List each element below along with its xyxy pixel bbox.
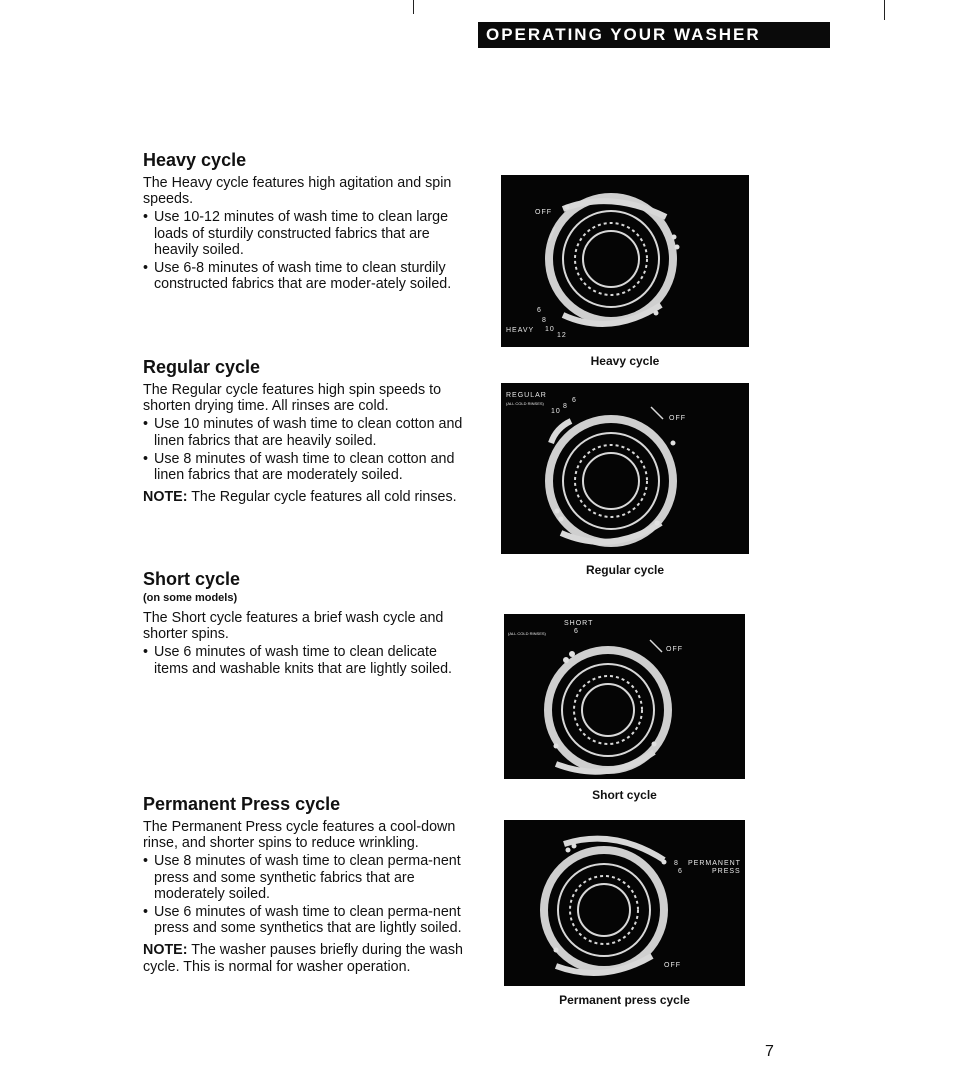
note-label: NOTE: bbox=[143, 489, 188, 506]
dial-label-10: 10 bbox=[551, 408, 561, 415]
heavy-cycle-intro: The Heavy cycle features high agitation and spin speeds. bbox=[143, 175, 452, 208]
perm-press-caption: Permanent press cycle bbox=[559, 993, 690, 1007]
short-cycle-bullets bbox=[143, 644, 463, 676]
list-item: • Use 10-12 minutes of wash time to clean large loads of sturdily constructed fabrics that are heavily soiled. bbox=[143, 209, 463, 258]
short-cycle-section bbox=[143, 569, 463, 677]
page-number: 7 bbox=[765, 1043, 774, 1060]
dial-illustration bbox=[501, 175, 749, 347]
regular-cycle-section bbox=[143, 357, 463, 505]
dial-label-12: 12 bbox=[557, 332, 567, 339]
dial-label-all-cold: (ALL COLD RINSES) bbox=[508, 631, 546, 636]
perm-press-heading: Permanent Press cycle bbox=[143, 794, 341, 814]
dial-label-regular: REGULAR bbox=[506, 392, 547, 399]
note-text: The Regular cycle features all cold rinses. bbox=[187, 489, 457, 506]
list-item: • Use 6 minutes of wash time to clean delicate items and washable knits that are lightly soiled. bbox=[143, 644, 463, 676]
note-text: The washer pauses briefly during the wash cycle. This is normal for washer operation. bbox=[143, 942, 463, 975]
perm-press-dial-photo bbox=[504, 820, 745, 986]
short-cycle-caption: Short cycle bbox=[592, 788, 657, 802]
regular-cycle-caption: Regular cycle bbox=[585, 563, 665, 577]
list-item: • Use 6 minutes of wash time to clean perma-nent press and some synthetics that are lightly soiled. bbox=[143, 904, 463, 936]
dial-illustration bbox=[504, 614, 745, 779]
short-cycle-dial-photo bbox=[504, 614, 745, 779]
list-item: • Use 6-8 minutes of wash time to clean sturdily constructed fabrics that are moder-ately soiled. bbox=[143, 260, 463, 292]
regular-cycle-dial-photo bbox=[501, 383, 749, 554]
perm-press-note bbox=[143, 942, 463, 974]
regular-cycle-note bbox=[143, 489, 463, 505]
heavy-cycle-bullets bbox=[143, 209, 463, 292]
dial-label-press: PRESS bbox=[712, 868, 741, 875]
dial-label-heavy: HEAVY bbox=[506, 327, 535, 334]
crop-mark bbox=[413, 0, 414, 14]
short-cycle-heading: Short cycle bbox=[143, 569, 241, 589]
list-item: • Use 8 minutes of wash time to clean perma-nent press and some synthetic fabrics that are moderately soiled. bbox=[143, 853, 463, 902]
dial-label-8: 8 bbox=[674, 860, 679, 867]
dial-label-6: 6 bbox=[574, 628, 579, 635]
crop-mark bbox=[884, 0, 885, 20]
dial-illustration bbox=[501, 383, 749, 554]
heavy-cycle-dial-photo bbox=[501, 175, 749, 347]
dial-label-8: 8 bbox=[563, 403, 568, 410]
regular-cycle-heading: Regular cycle bbox=[143, 357, 261, 377]
dial-label-10: 10 bbox=[545, 326, 555, 333]
dial-label-short: SHORT bbox=[564, 620, 594, 627]
dial-label-6: 6 bbox=[678, 868, 683, 875]
dial-label-permanent: PERMANENT bbox=[688, 860, 741, 867]
perm-press-section bbox=[143, 794, 463, 975]
perm-press-intro: The Permanent Press cycle features a cool-down rinse, and shorter spins to reduce wrinkling. bbox=[143, 819, 456, 852]
dial-label-off: OFF bbox=[535, 209, 552, 216]
regular-cycle-intro: The Regular cycle features high spin speeds to shorten drying time. All rinses are cold. bbox=[143, 382, 442, 415]
list-item: • Use 8 minutes of wash time to clean cotton and linen fabrics that are moderately soiled. bbox=[143, 451, 463, 483]
page-header-title: OPERATING YOUR WASHER bbox=[478, 22, 830, 48]
dial-label-all-cold: (ALL COLD RINSES) bbox=[506, 401, 544, 406]
heavy-cycle-caption: Heavy cycle bbox=[590, 354, 660, 368]
perm-press-bullets bbox=[143, 853, 463, 936]
list-item: • Use 10 minutes of wash time to clean cotton and linen fabrics that are heavily soiled. bbox=[143, 416, 463, 448]
heavy-cycle-section bbox=[143, 150, 463, 292]
dial-label-off: OFF bbox=[669, 415, 686, 422]
note-label: NOTE: bbox=[143, 942, 188, 959]
dial-label-6: 6 bbox=[537, 307, 542, 314]
dial-label-off: OFF bbox=[666, 646, 683, 653]
dial-label-6: 6 bbox=[572, 397, 577, 404]
heavy-cycle-heading: Heavy cycle bbox=[143, 150, 247, 170]
dial-label-8: 8 bbox=[542, 317, 547, 324]
dial-label-off: OFF bbox=[664, 962, 681, 969]
dial-illustration bbox=[504, 820, 745, 986]
short-cycle-subtitle: (on some models) bbox=[143, 592, 238, 604]
regular-cycle-bullets bbox=[143, 416, 463, 483]
short-cycle-intro: The Short cycle features a brief wash cycle and shorter spins. bbox=[143, 610, 444, 643]
